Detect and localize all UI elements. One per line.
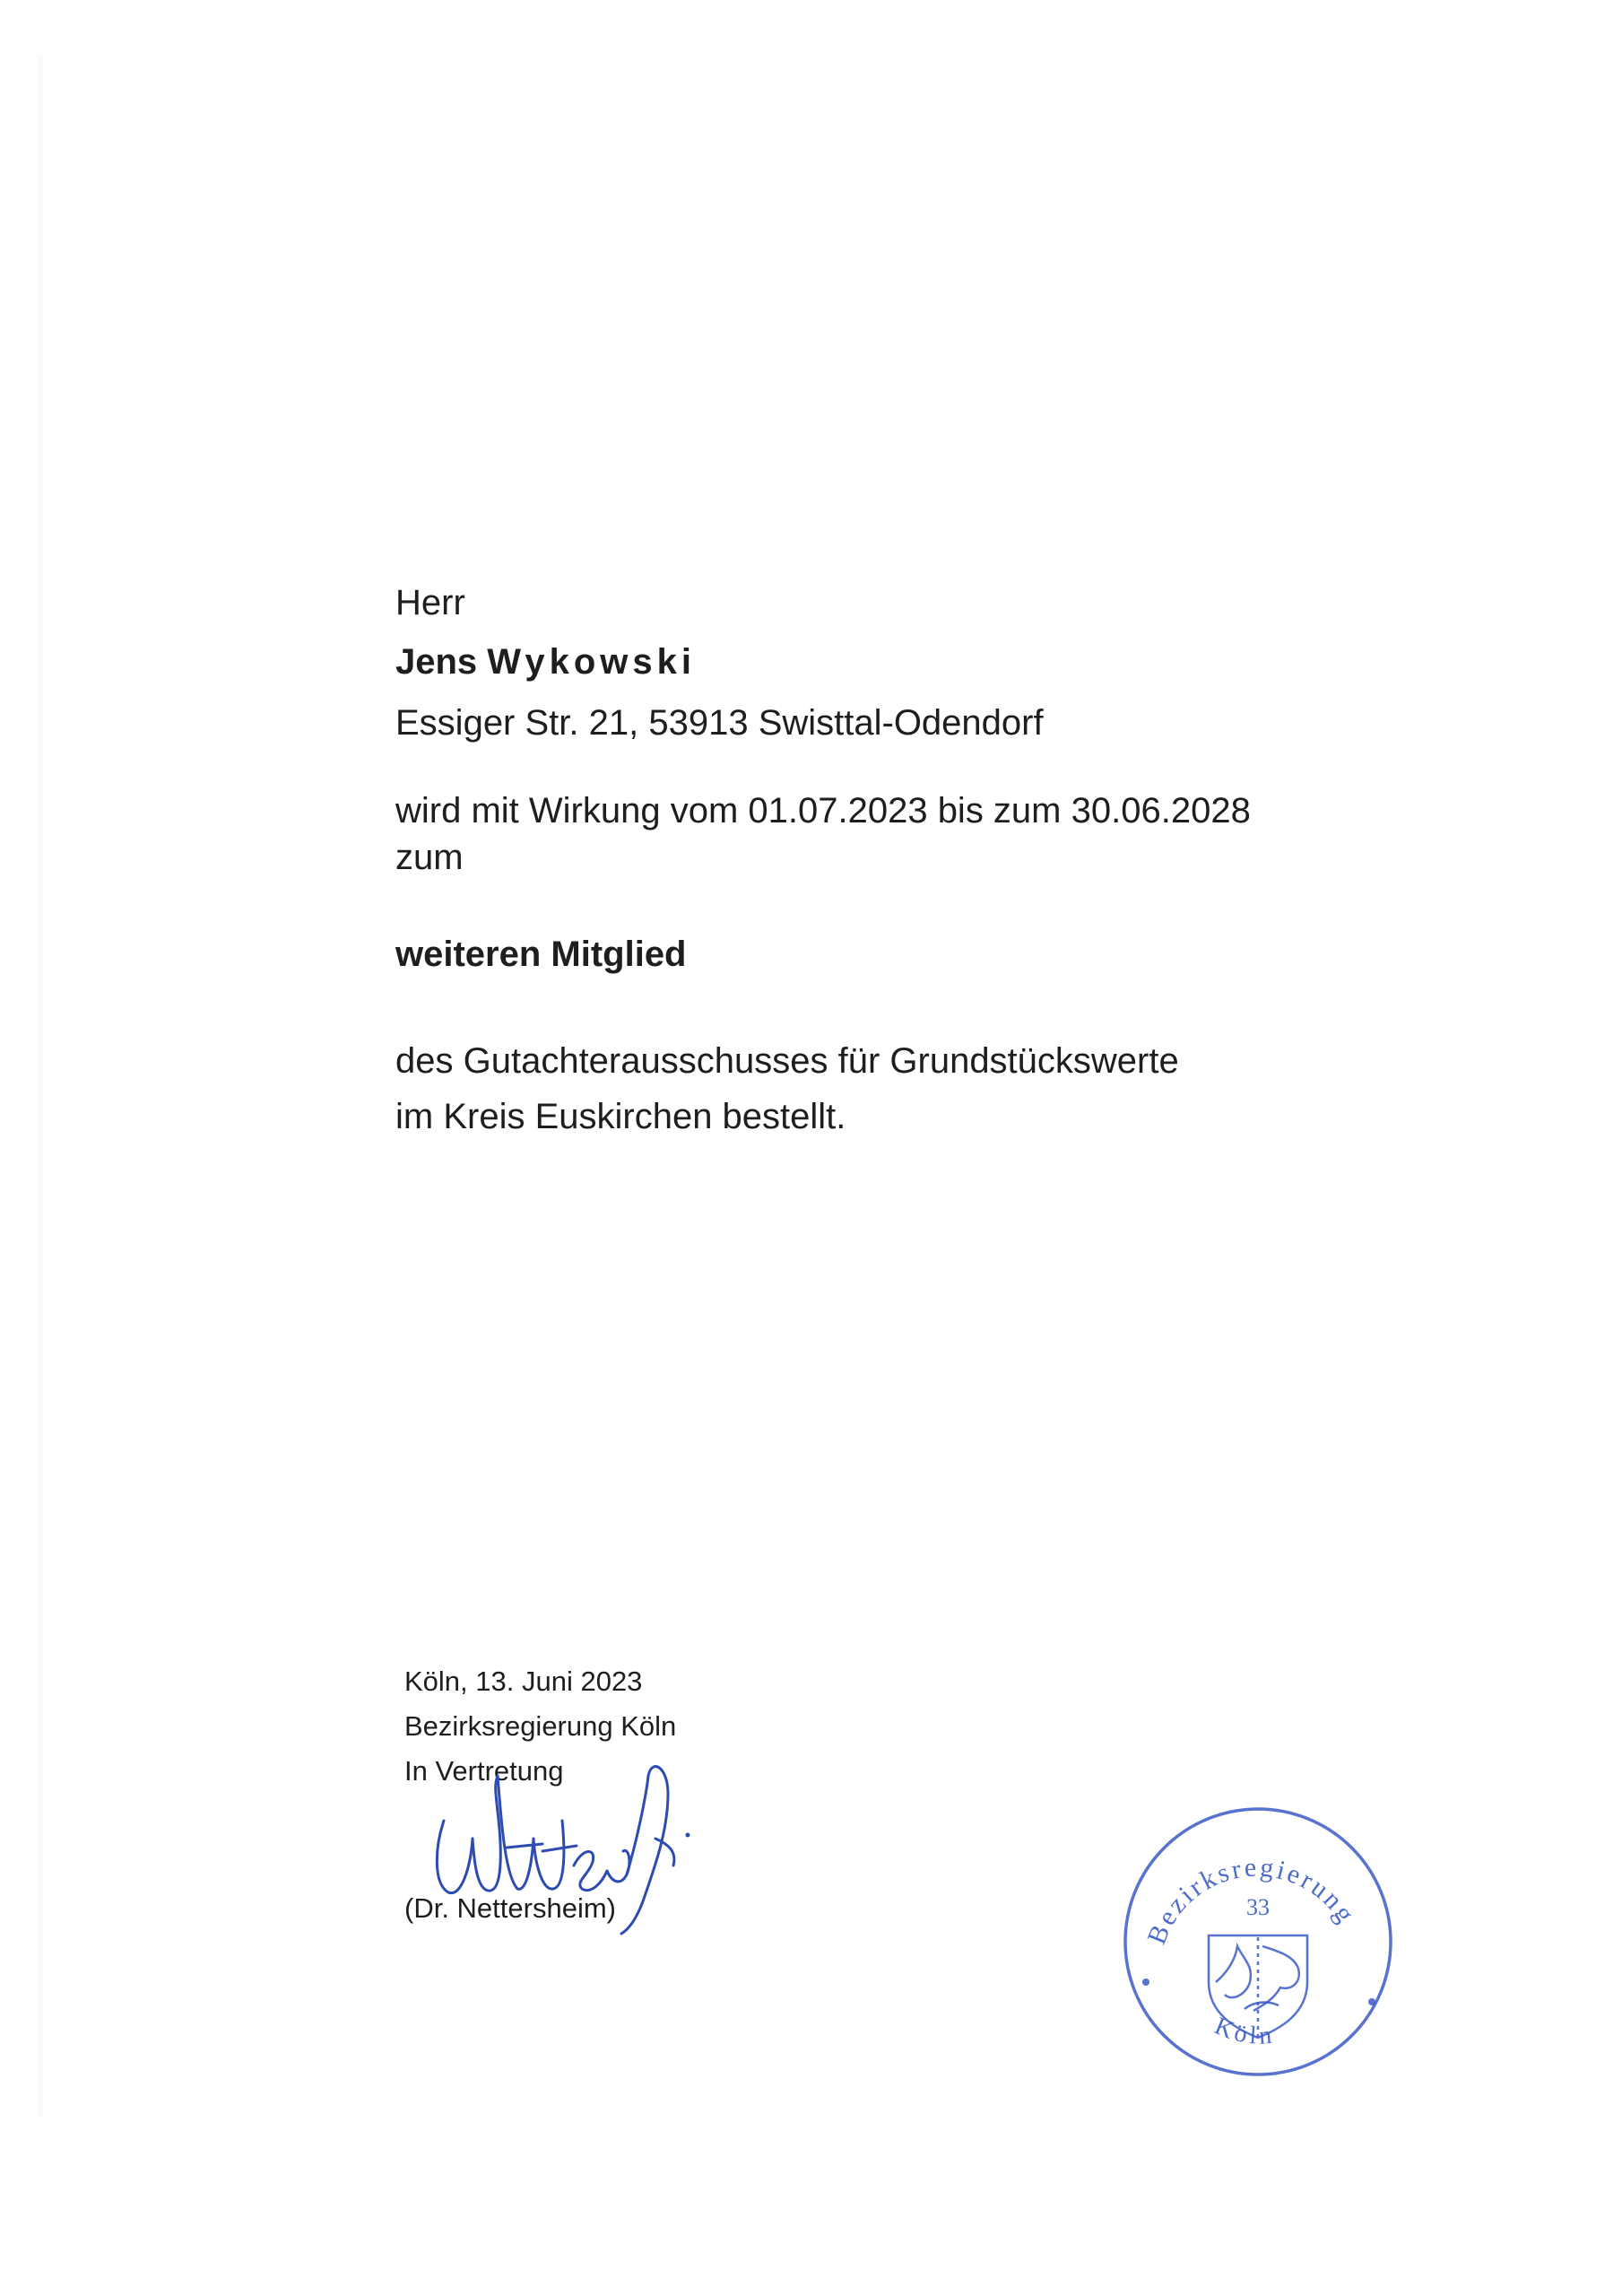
handwritten-signature bbox=[408, 1758, 704, 1937]
stamp-dot-right bbox=[1368, 1998, 1375, 2005]
recipient-salutation: Herr bbox=[395, 583, 465, 622]
validity-line-2: zum bbox=[395, 838, 464, 877]
committee-line-2: im Kreis Euskirchen bestellt. bbox=[395, 1097, 846, 1136]
signature-stroke-1 bbox=[437, 1821, 473, 1893]
recipient-address: Essiger Str. 21, 53913 Swisttal-Odendorf bbox=[395, 703, 1044, 743]
place-and-date: Köln, 13. Juni 2023 bbox=[404, 1665, 643, 1697]
signature-stroke-6 bbox=[542, 1846, 577, 1851]
signature-stroke-4 bbox=[507, 1844, 542, 1848]
stamp-bottom-label: Köln bbox=[1210, 2012, 1277, 2050]
issuing-authority: Bezirksregierung Köln bbox=[404, 1710, 677, 1742]
committee-statement bbox=[395, 1033, 1382, 1144]
representation-note: In Vertretung bbox=[404, 1755, 564, 1787]
stamp-number: 33 bbox=[1246, 1894, 1270, 1920]
validity-statement bbox=[395, 787, 1382, 881]
signature-stroke-3 bbox=[498, 1776, 533, 1889]
signature-stroke-8 bbox=[607, 1850, 629, 1882]
stamp-top-label: Bezirksregierung bbox=[1141, 1852, 1362, 1949]
committee-line-1: des Gutachterausschusses für Grundstückswerte bbox=[395, 1041, 1179, 1081]
signatory-name: (Dr. Nettersheim) bbox=[404, 1892, 616, 1924]
signature-stroke-2 bbox=[473, 1776, 500, 1891]
recipient-first-name: Jens bbox=[395, 642, 478, 682]
recipient-last-name: Wykowski bbox=[487, 642, 696, 682]
stamp-graphic bbox=[1119, 1803, 1397, 2081]
validity-line-1: wird mit Wirkung vom 01.07.2023 bis zum 30.06.2028 bbox=[395, 791, 1251, 831]
signature-dot bbox=[686, 1833, 690, 1838]
scan-edge-shadow bbox=[36, 54, 45, 2117]
stamp-dot-left bbox=[1142, 1979, 1149, 1986]
signature-stroke-5 bbox=[533, 1821, 564, 1889]
signature-stroke-9 bbox=[621, 1767, 668, 1934]
signature-stroke-7 bbox=[574, 1851, 607, 1890]
appointment-role: weiteren Mitglied bbox=[395, 935, 687, 974]
recipient-name bbox=[395, 640, 696, 683]
official-stamp bbox=[1119, 1803, 1397, 2081]
